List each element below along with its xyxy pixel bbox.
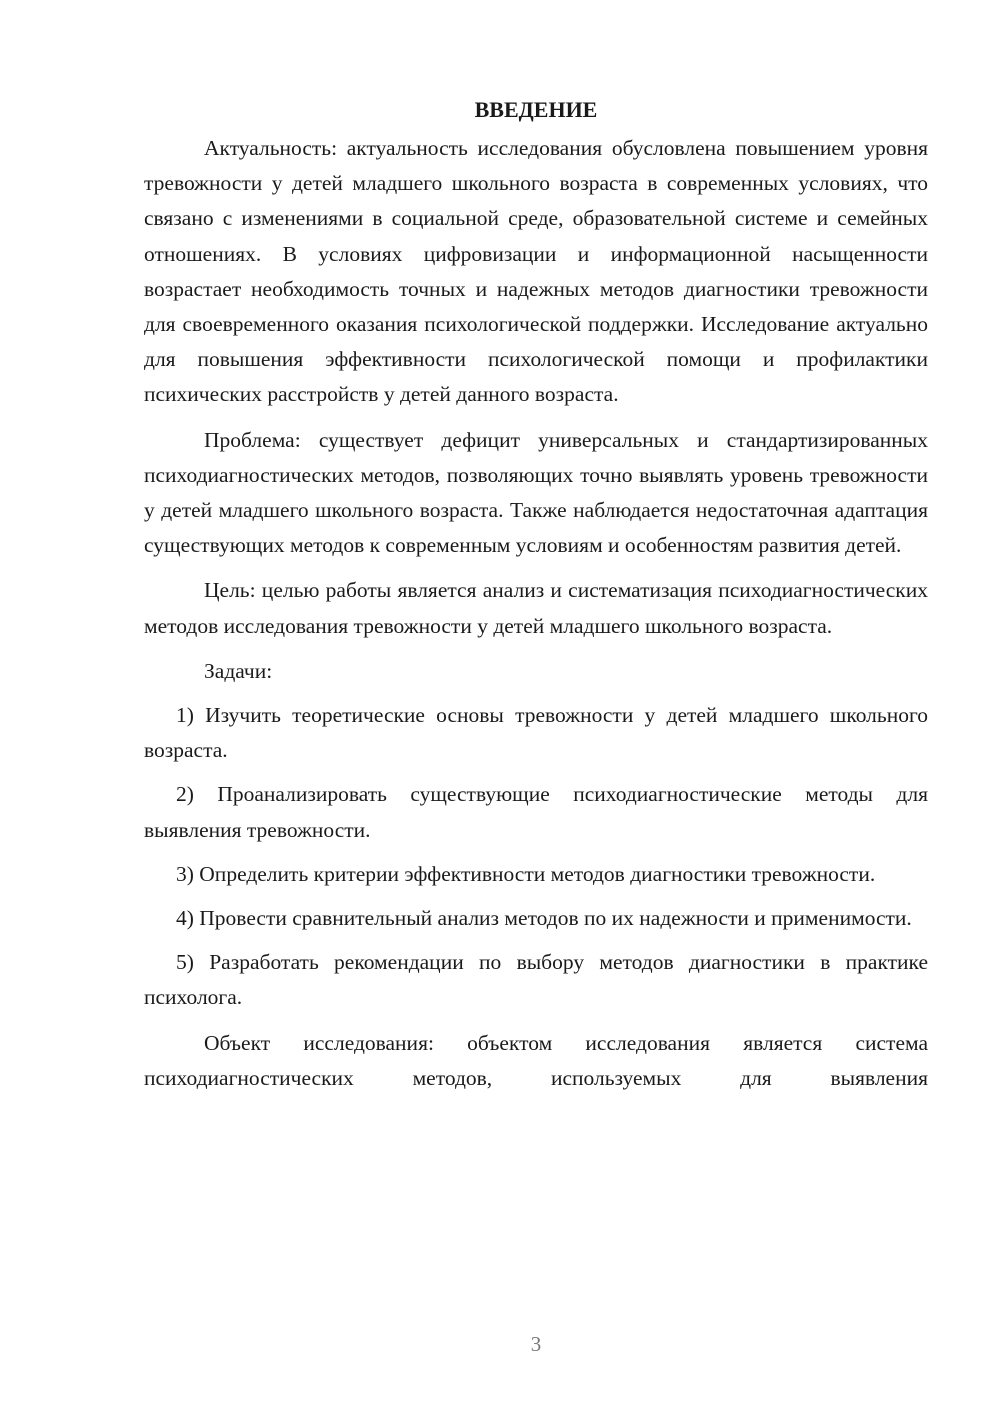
goal-paragraph: Цель: целью работы является анализ и систематизация психодиагностических методов исследования тревожности у детей младшего школьного возраста. xyxy=(144,578,928,638)
section-heading: ВВЕДЕНИЕ xyxy=(474,97,598,122)
tasks-heading: Задачи: xyxy=(204,658,273,683)
page-number: 3 xyxy=(530,1332,542,1356)
list-item: 4) Провести сравнительный анализ методов по их надежности и применимости. xyxy=(176,906,912,931)
list-item: 5) Разработать рекомендации по выбору методов диагностики в практике психолога. xyxy=(144,950,928,1010)
list-item: 3) Определить критерии эффективности методов диагностики тревожности. xyxy=(176,861,876,886)
list-item: 1) Изучить теоретические основы тревожности у детей младшего школьного возраста. xyxy=(144,703,928,763)
problem-paragraph: Проблема: существует дефицит универсальных и стандартизированных психодиагностических методов, позволяющих точно выявлять уровень тревожности у детей младшего школьного возраста. Также наблюдается недостаточная адаптация существующих методов к современным условиям и особенностям развития детей. xyxy=(144,427,928,558)
relevance-paragraph: Актуальность: актуальность исследования обусловлена повышением уровня тревожности у детей младшего школьного возраста в современных условиях, что связано с изменениями в социальной среде, образовательной системе и семейных отношениях. В условиях цифровизации и информационной насыщенности возрастает необходимость точных и надежных методов диагностики тревожности для своевременного оказания психологической поддержки. Исследование актуально для повышения эффективности психологической помощи и профилактики психических расстройств у детей данного возраста. xyxy=(144,136,928,407)
object-paragraph: Объект исследования: объектом исследования является система психодиагностических методов, используемых для выявления xyxy=(144,1030,928,1090)
tasks-list xyxy=(144,698,928,1016)
list-item: 2) Проанализировать существующие психодиагностические методы для выявления тревожности. xyxy=(144,782,928,842)
document-page xyxy=(144,92,928,1096)
